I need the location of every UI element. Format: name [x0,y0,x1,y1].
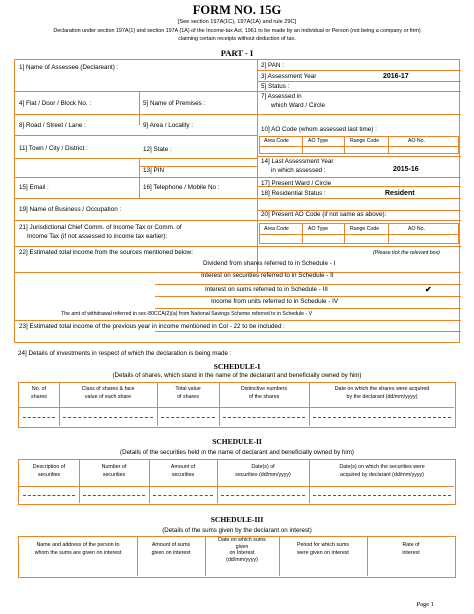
field-10-ao-code: 10] AO Code (whom assessed last time) : [261,126,377,133]
residential-status-value[interactable]: Resident [385,190,415,197]
source-interest-securities: Interest on securities referred to in Schedule - II [201,272,334,279]
field-15-email: 15] Email : [19,184,49,191]
schedule-1-note: (Details of shares, which stand in the name of the declarant and beneficially owned by him) [112,372,362,379]
field-18-residential-status: 18] Residential Status : [261,190,326,197]
field-8-road-street-lane: 8] Road / Street / Lane : [19,122,86,129]
field-16-telephone-mobile: 16] Telephone / Mobile No : [143,184,220,191]
field-11-town-city-district: 11] Town / City / District : [19,145,88,152]
s3-header-name-address: Name and address of the person to whom the sums are given on interest [34,542,122,557]
form-title: FORM NO. 15G [192,3,282,17]
present-ao-no-label: AO No. [408,226,426,232]
field-17-present-ward-circle: 17] Present Ward / Circle [261,180,332,187]
schedule-3-note: (Details of the sums given by the declarant on interest) [162,527,312,534]
source-withdrawal-nss: The amt of withdrawal referred in sec-80CCA(2)(a) from National Savings Scheme referred to in Schedule - V [61,311,313,317]
present-ao-code-box [259,223,459,244]
ao-area-code-label: Area Code [264,138,289,144]
field-22-estimated-total-income: 22] Estimated total income from the sources mentioned below: [19,249,193,256]
field-7-assessed-in: 7] Assessed in [261,93,302,100]
s1-header-total-value: Total value of shares [175,386,201,401]
s3-header-rate: Rate of interest [402,542,420,557]
schedule-3-table [18,536,456,578]
field-19-business-occupation: 19] Name of Business / Occupation : [19,206,122,213]
field-12-state: 12] State : [143,146,172,153]
field-14-last-assessment-year: 14] Last Assessment Year [261,158,334,165]
field-1-name-of-assessee: 1] Name of Assessee (Declareant) : [19,64,119,71]
s1-header-date-acquired: Date on which the shares were acquired by the declarant (dd/mm/yyyy) [334,386,430,401]
field-5-status: 5] Status : [261,83,290,90]
declaration-text [22,28,452,43]
s2-header-amount: Amount of securities [170,464,196,479]
schedule-2-table [18,459,456,505]
s2-header-description: Description of securities [32,464,66,479]
s2-header-date-acquired: Date(s) on which the securities were acquired by declarant (dd/mm/yyyy) [339,464,425,479]
source-dividend-shares: Dividend from shares referred to in Schedule - I [203,260,336,267]
field-20-present-ao-code: 20] Present AO Code (if not same as above): [261,211,387,218]
assessment-year-value[interactable]: 2016-17 [383,73,409,80]
ao-range-code-label: Range Code [350,138,380,144]
schedule-2-note: (Details of the securities held in the name of declarant and beneficially owned by him) [120,449,354,456]
field-5-name-of-premises: 5] Name of Premises : [143,100,206,107]
ao-code-box [259,136,459,154]
declaration-line-1: Declaration under section 197A(1) and section 197A (1A) of the Income-tax Act, 1961 to be made by an individual or Person (not being a company or firm) [53,28,421,34]
last-assessment-year-value[interactable]: 2015-16 [393,166,419,173]
field-2-pan: 2] PAN : [261,62,284,69]
field-13-pin: 13] PIN [143,167,164,174]
field-3-assessment-year: 3] Assessment Year [261,73,317,80]
declaration-line-2: claiming certain receipts without deduction of tax. [178,35,296,42]
present-ao-range-code-label: Range Code [350,226,380,232]
field-21-jurisdictional-line-1: 21] Jurisdictional Chief Comm. of Income Tax or Comm. of [19,224,182,231]
field-4-flat-door-block: 4] Flat / Door / Block No. : [19,100,92,107]
part-heading: PART - I [14,48,460,60]
field-7-ward-circle: which Ward / Circle [271,102,325,109]
part-one-form [14,59,460,343]
form-subtitle: [See section 197A(1C), 197A(1A) and rule 29C] [177,19,297,25]
source-income-units: Income from units referred to in Schedule - IV [211,298,339,305]
source-interest-sums: Interest on sums referred to in Schedule - III [205,286,328,293]
tick-relevant-box-note: (Please tick the relevant box) [373,250,440,256]
s3-header-amount-sums: Amount of sums given on interest [151,542,191,557]
present-ao-area-code-label: Area Code [264,226,289,232]
ao-type-label: AO Type [308,138,329,144]
s2-header-dates: Date(s) of securities (dd/mm/yyyy) [235,464,291,479]
schedule-1-title: SCHEDULE-I [213,362,261,371]
s1-header-class-of-shares: Class of shares & face value of each share [81,386,135,401]
ao-no-label: AO No. [408,138,426,144]
s3-header-period: Period for which sums were given on interest [296,542,350,557]
s3-header-date-given: Date on which sums given on Interest (dd/mm/yyyy) [218,537,266,563]
field-9-area-locality: 9] Area / Locality : [143,122,194,129]
field-14-in-which-assessed: in which assessed : [271,167,326,174]
schedule-2-title: SCHEDULE-II [212,437,262,446]
s1-header-no-of-shares: No. of shares [31,386,47,401]
s2-header-number: Number of securities [101,464,127,479]
schedule-1-table [18,382,456,428]
present-ao-type-label: AO Type [308,226,329,232]
schedule-3-title: SCHEDULE-III [210,515,264,524]
field-23-estimated-previous-year: 23] Estimated total income of the previous year in income mentioned in Col - 22 to be included : [19,323,286,330]
interest-sums-tick-checkbox[interactable]: ✔ [425,285,432,294]
page-number: Page 1 [416,601,434,608]
field-24-investment-details: 24] Details of investments in respect of which the declaration is being made : [18,350,232,357]
field-21-jurisdictional-line-2: Income Tax (if not assessed to income tax earlier): [27,233,168,240]
s1-header-distinctive-numbers: Distinctive numbers of the shares [240,386,288,401]
